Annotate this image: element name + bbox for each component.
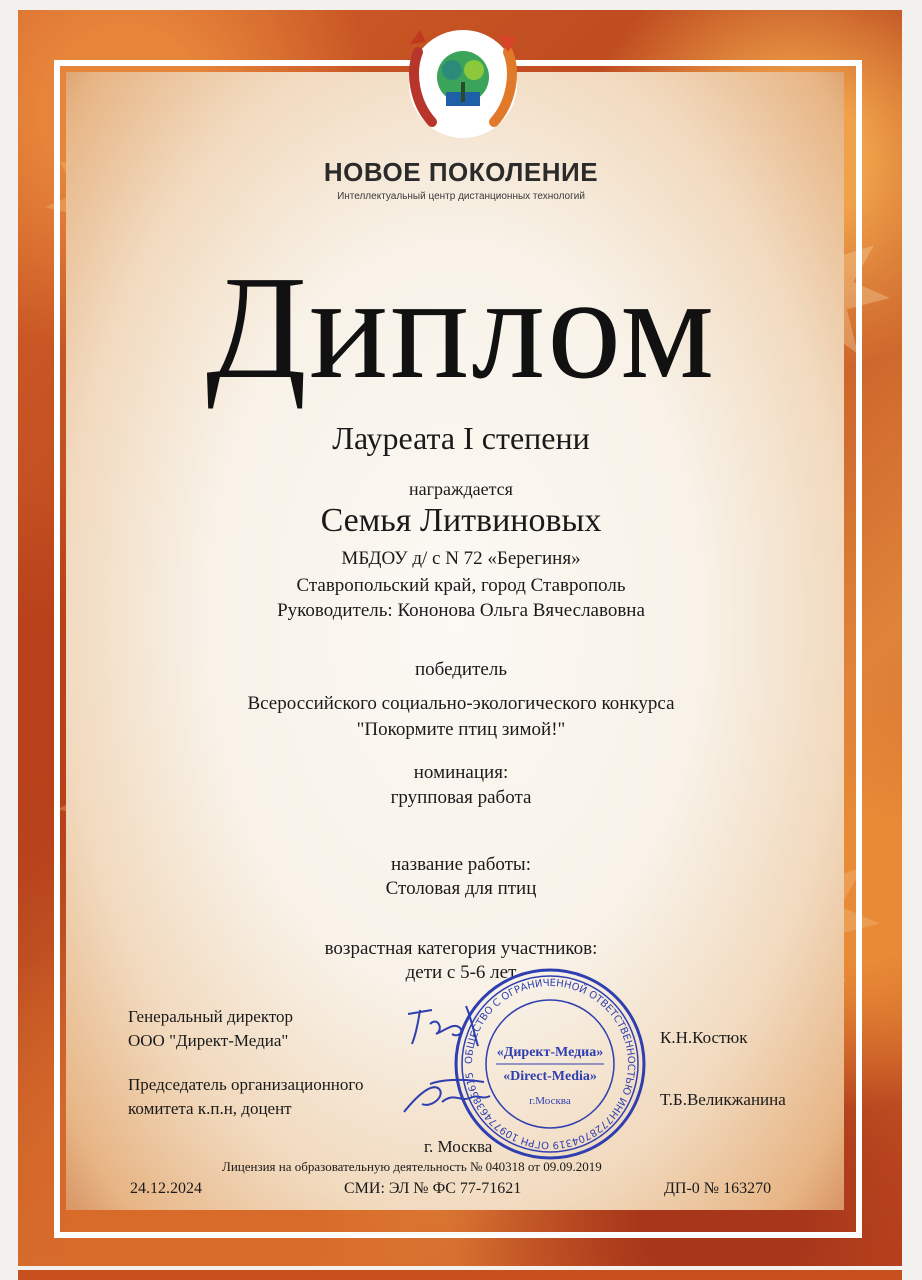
age-value: дети с 5-6 лет [405,962,517,983]
nomination-label: номинация: [413,762,509,783]
work-title-label: название работы: [391,854,531,875]
region: Ставропольский край, город Ставрополь [296,575,626,596]
footer-license: Лицензия на образовательную деятельность № 040318 от 09.09.2019 [222,1159,602,1174]
recipient-name: Семья Литвиновых [320,502,602,539]
contest-line-2: "Покормите птиц зимой!" [356,719,566,740]
degree-text: Лауреата I степени [332,420,590,456]
footer-date: 24.12.2024 [130,1180,202,1197]
stamp-ring-text: ОБЩЕСТВО С ОГРАНИЧЕННОЙ ОТВЕТСТВЕННОСТЬЮ ИНН7728704319 ОГРН 1097746385615 [463,977,637,1151]
chair-title [128,1074,363,1120]
contest-line-1: Всероссийского социально-экологического конкурса [247,693,675,714]
supervisor: Руководитель: Кононова Ольга Вячеславовна [277,600,645,621]
work-title-value: Столовая для птиц [385,878,537,899]
awarded-label: награждается [409,479,513,499]
stamp-center-ru: «Директ-Медиа» [496,1045,604,1060]
nomination-value: групповая работа [390,787,532,808]
diploma-title: Диплом [205,246,717,410]
brand-subtitle: Интеллектуальный центр дистанционных технологий [337,191,585,202]
footer-city: г. Москва [424,1137,493,1156]
institution: МБДОУ д/ с N 72 «Берегиня» [341,548,581,569]
age-label: возрастная категория участников: [324,938,598,959]
brand-name: НОВОЕ ПОКОЛЕНИЕ [323,157,599,187]
director-line-2: ООО "Директ-Медиа" [128,1031,289,1050]
footer-media: СМИ: ЭЛ № ФС 77-71621 [344,1180,522,1197]
stamp-city: г.Москва [529,1095,571,1107]
next-page-edge [18,1270,902,1280]
chair-name: Т.Б.Великжанина [660,1090,786,1109]
director-line-1: Генеральный директор [128,1007,294,1026]
director-name: К.Н.Костюк [660,1028,748,1047]
company-stamp [452,966,648,1162]
status-label: победитель [415,659,507,680]
footer-number: ДП-0 № 163270 [664,1180,772,1197]
stamp-center-en: «Direct-Media» [503,1069,597,1084]
chair-line-2: комитета к.п.н, доцент [128,1099,292,1118]
tree-in-leaf-wreath-logo [380,22,546,142]
director-title [128,1006,293,1052]
chair-line-1: Председатель организационного [128,1075,364,1094]
